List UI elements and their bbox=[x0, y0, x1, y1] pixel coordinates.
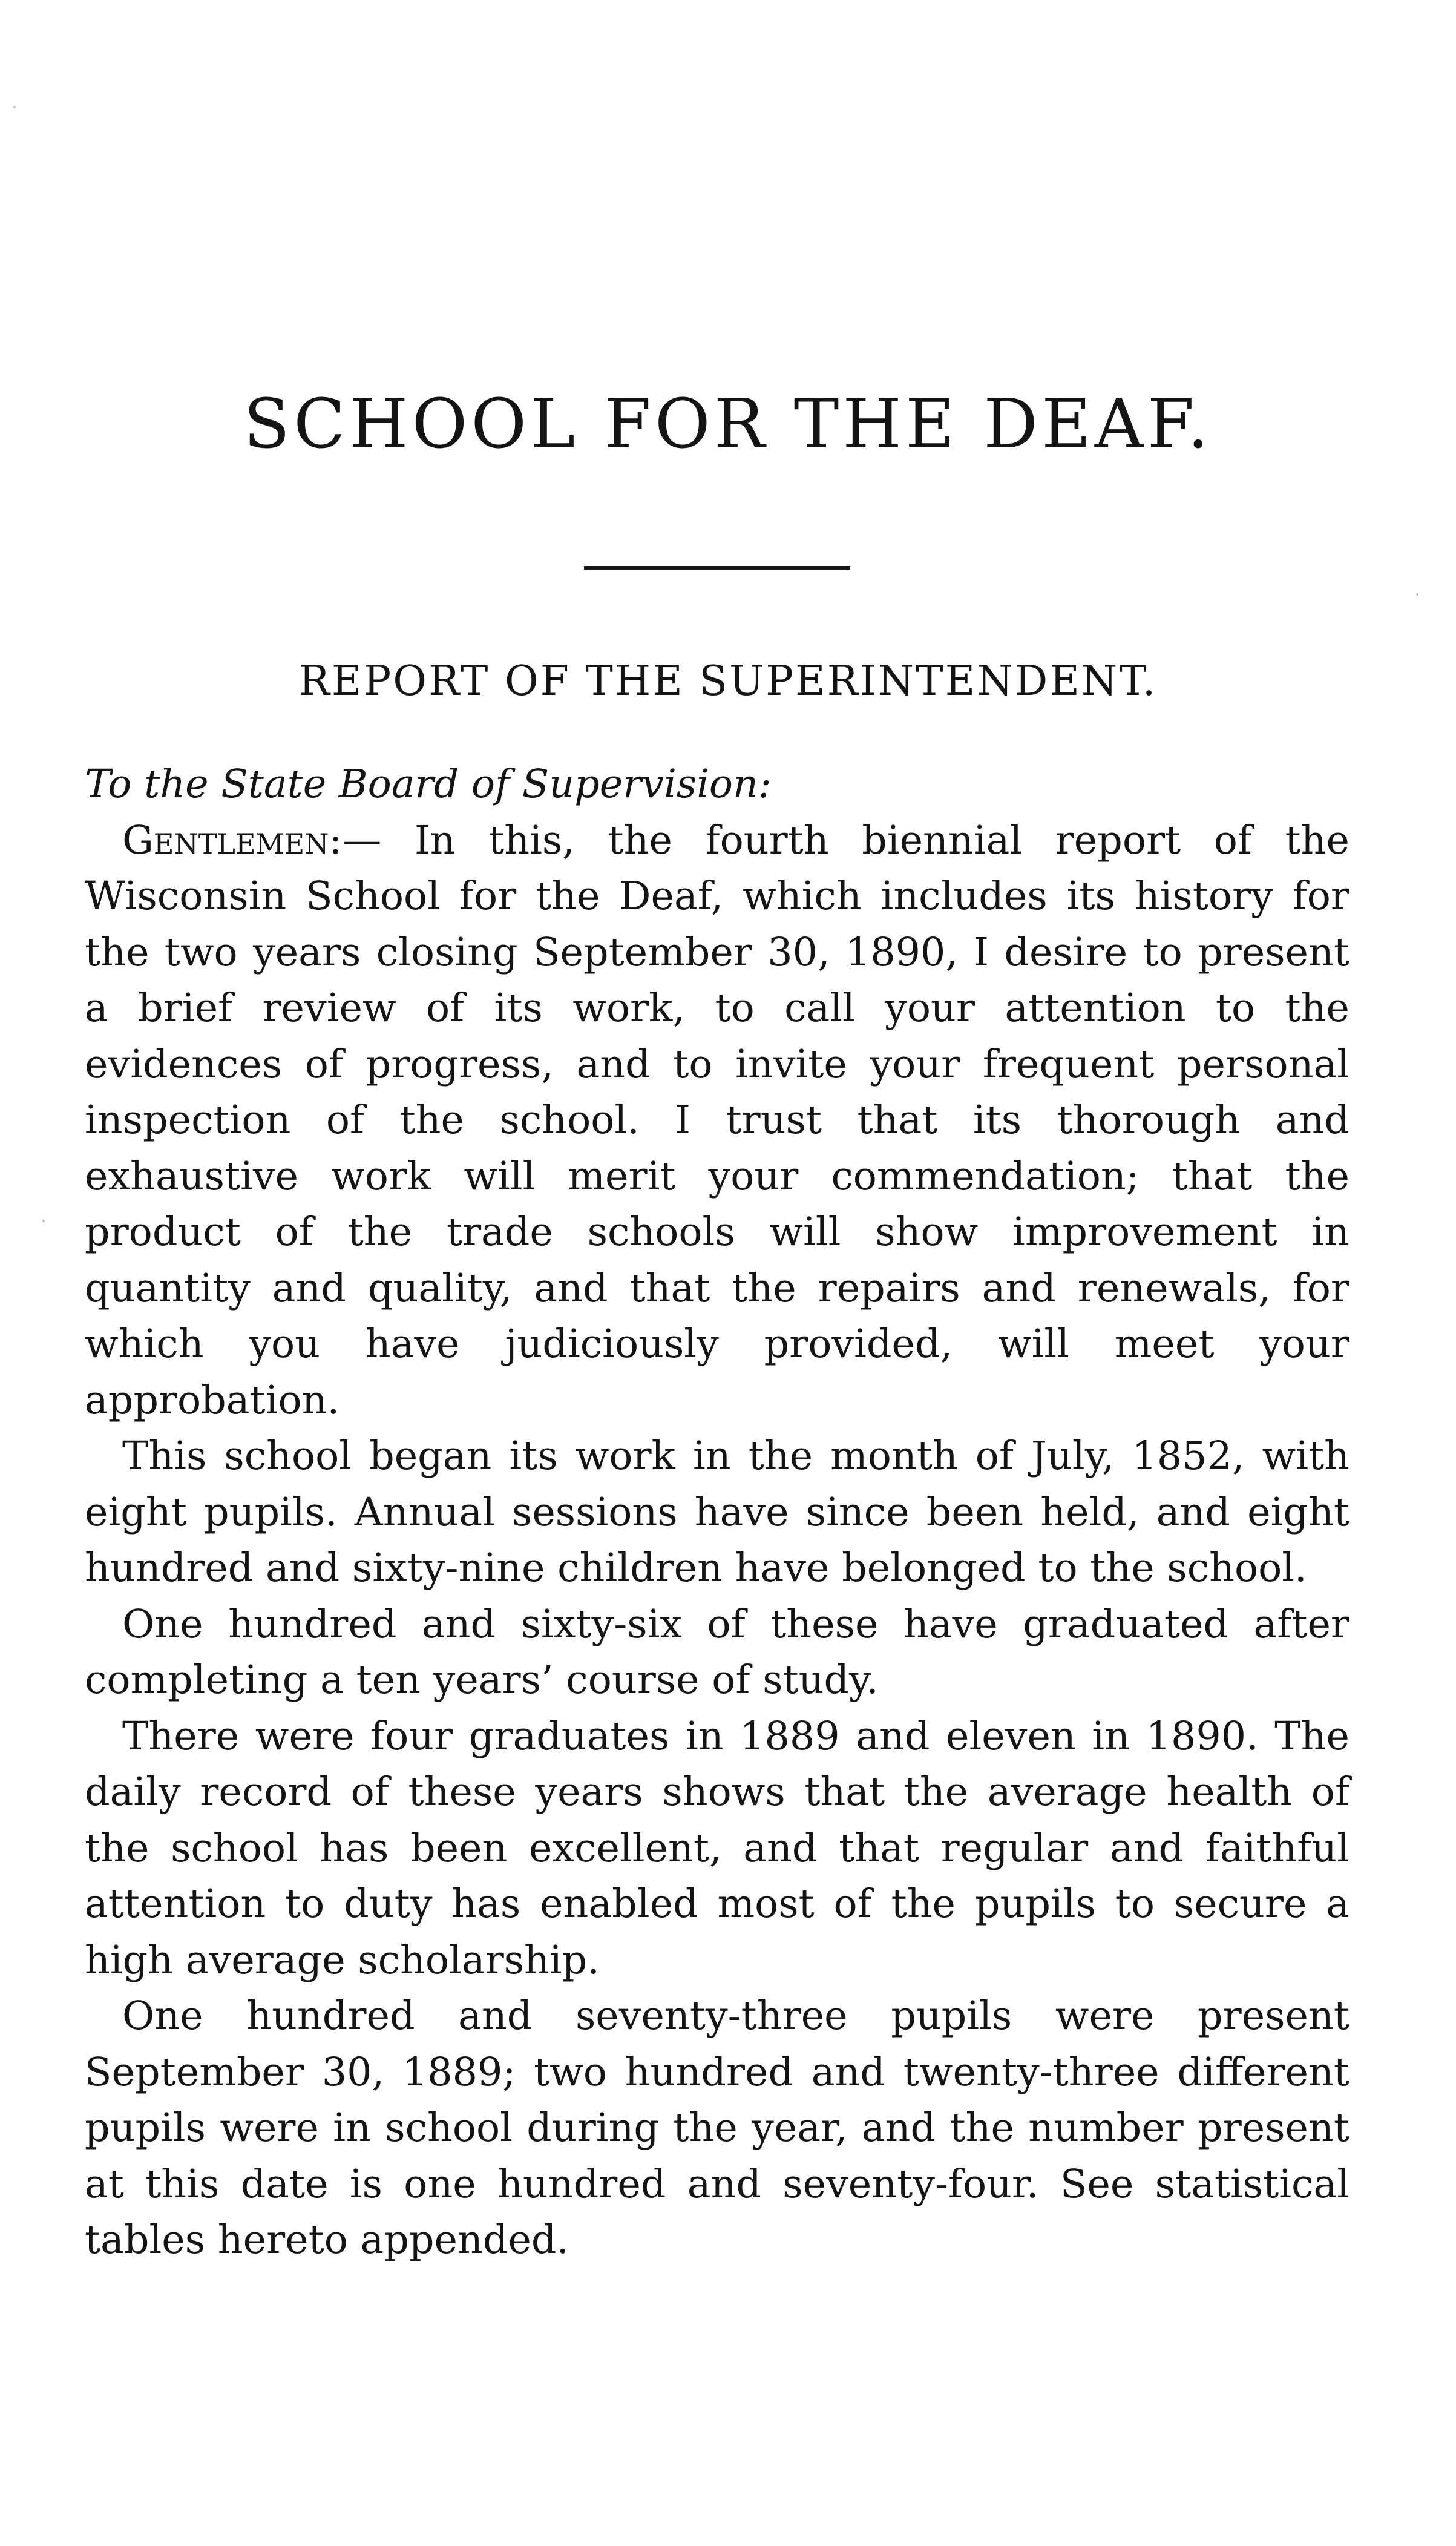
page-title: SCHOOL FOR THE DEAF. bbox=[243, 385, 1213, 464]
paragraph-1 bbox=[85, 813, 1349, 1429]
report-body bbox=[85, 757, 1349, 2269]
paragraph-4: There were four graduates in 1889 and eleven in 1890. The daily record of these years shows that the average health of the school has been excellent, and that regular and faithful attention to duty has enabled most of the pupils to secure a high average scholarship. bbox=[85, 1713, 1349, 1983]
paragraph-2: This school began its work in the month of July, 1852, with eight pupils. Annual sessions have since been held, and eight hundred and sixty-nine children have belonged to the school. bbox=[85, 1433, 1349, 1591]
paper-speck bbox=[42, 1220, 45, 1222]
title-divider bbox=[584, 566, 850, 570]
paper-speck bbox=[13, 106, 16, 108]
greeting-lead: Gentlemen: bbox=[122, 817, 343, 863]
paragraph-1-text: — In this, the fourth biennial report of the Wisconsin School for the Deaf, which includes its history for the two years closing September 30, 1890, I desire to present a brief review of its work, to call your attention to the evidences of progress, and to invite your frequent personal inspection of the school. I trust that its thorough and exhaustive work will merit your commendation; that the product of the trade schools will show improvement in quantity and quality, and that the repairs and renewals, for which you have judiciously provided, will meet your approbation. bbox=[85, 817, 1349, 1423]
paragraph-5: One hundred and seventy-three pupils were present September 30, 1889; two hundred and twenty-three different pupils were in school during the year, and the number present at this date is one hundred and seventy-four. See statistical tables hereto appended. bbox=[85, 1993, 1349, 2263]
report-heading: REPORT OF THE SUPERINTENDENT. bbox=[298, 657, 1158, 705]
paper-speck bbox=[1416, 593, 1418, 596]
salutation: To the State Board of Supervision: bbox=[85, 761, 772, 807]
paragraph-3: One hundred and sixty-six of these have graduated after completing a ten years’ course of study. bbox=[85, 1601, 1349, 1703]
